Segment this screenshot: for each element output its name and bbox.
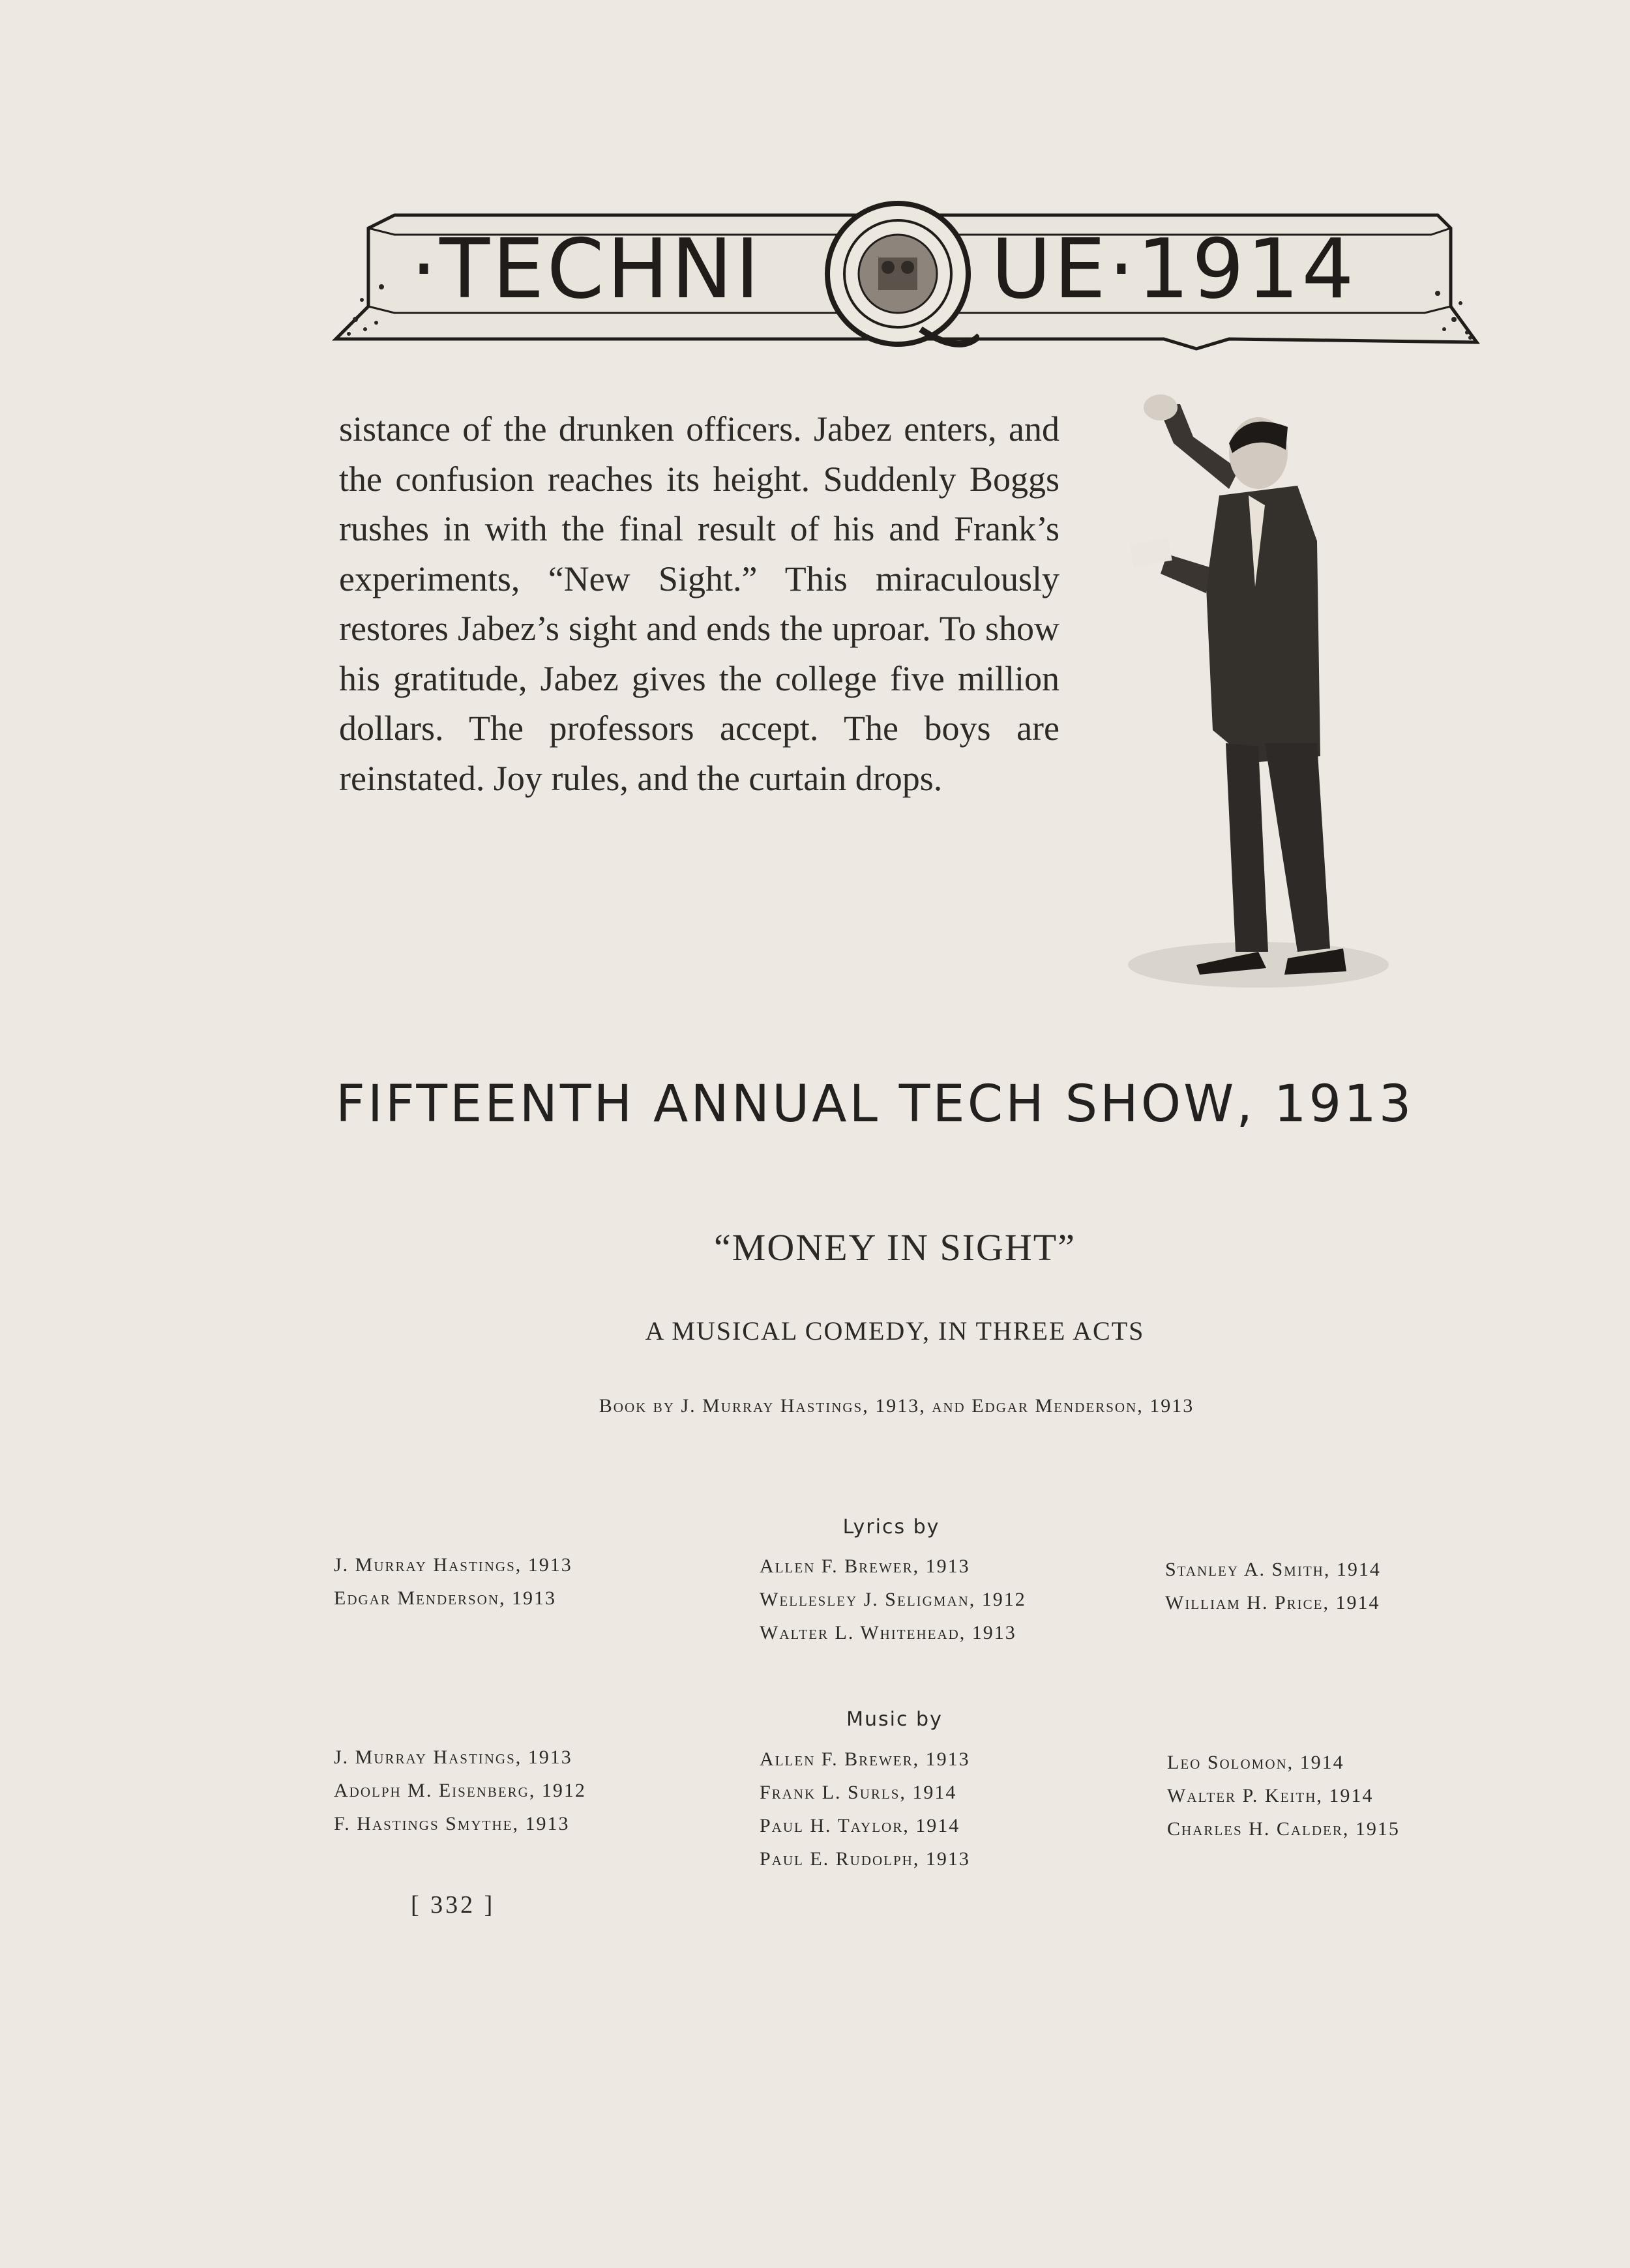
credit-name: Charles H. Calder, 1915 (1167, 1818, 1400, 1840)
music-column-2 (760, 1743, 970, 1876)
credit-name: J. Murray Hastings, 1913 (334, 1746, 572, 1768)
credit-name: Paul E. Rudolph, 1913 (760, 1848, 970, 1870)
play-subtitle: A MUSICAL COMEDY, IN THREE ACTS (645, 1316, 1145, 1346)
music-column-1 (334, 1741, 586, 1840)
credit-name: Edgar Menderson, 1913 (334, 1587, 557, 1609)
credit-name: Allen F. Brewer, 1913 (760, 1555, 970, 1577)
lyrics-column-1 (334, 1548, 572, 1615)
lyrics-heading: Lyrics by (842, 1516, 940, 1539)
credit-name: Walter P. Keith, 1914 (1167, 1785, 1374, 1806)
credit-name: Paul H. Taylor, 1914 (760, 1815, 960, 1836)
credit-name: Adolph M. Eisenberg, 1912 (334, 1780, 586, 1801)
credit-name: F. Hastings Smythe, 1913 (334, 1813, 570, 1834)
banner-title-left (411, 221, 762, 317)
credit-name: Frank L. Surls, 1914 (760, 1782, 957, 1803)
credit-name: Wellesley J. Seligman, 1912 (760, 1589, 1026, 1610)
credit-name: Leo Solomon, 1914 (1167, 1752, 1344, 1773)
show-title: FIFTEENTH ANNUAL TECH SHOW, 1913 (336, 1075, 1414, 1134)
story-paragraph: sistance of the drunken officers. Jabez enters, and the confusion reaches its height. Suddenly Boggs rushes in with the final result of his and Frank’s experiments, “New Sight.” This miraculously restores Jabez’s sight and ends the uproar. To show his gratitude, Jabez gives the college five million dollars. The professors accept. The boys are reinstated. Joy rules, and the curtain drops. (339, 409, 1060, 798)
play-title: “MONEY IN SIGHT” (714, 1226, 1076, 1269)
book-credit: Book by J. Murray Hastings, 1913, and Edgar Menderson, 1913 (599, 1395, 1194, 1417)
institute-seal-icon (816, 196, 979, 359)
banner-title-right: UE·1914 (991, 221, 1357, 317)
credit-name: Allen F. Brewer, 1913 (760, 1748, 970, 1770)
actor-photo (1095, 391, 1421, 997)
lyrics-column-2 (760, 1550, 1026, 1649)
music-column-3 (1167, 1746, 1400, 1846)
credit-name: Stanley A. Smith, 1914 (1165, 1559, 1381, 1580)
credit-name: J. Murray Hastings, 1913 (334, 1554, 572, 1576)
credit-name: William H. Price, 1914 (1165, 1592, 1380, 1613)
music-heading: Music by (846, 1708, 943, 1731)
banner-title-left-text: TECHNI (439, 221, 762, 317)
page-number: [ 332 ] (411, 1891, 496, 1919)
credit-name: Walter L. Whitehead, 1913 (760, 1622, 1016, 1643)
banner-bullet-left: · (411, 221, 440, 317)
lyrics-column-3 (1165, 1553, 1381, 1619)
